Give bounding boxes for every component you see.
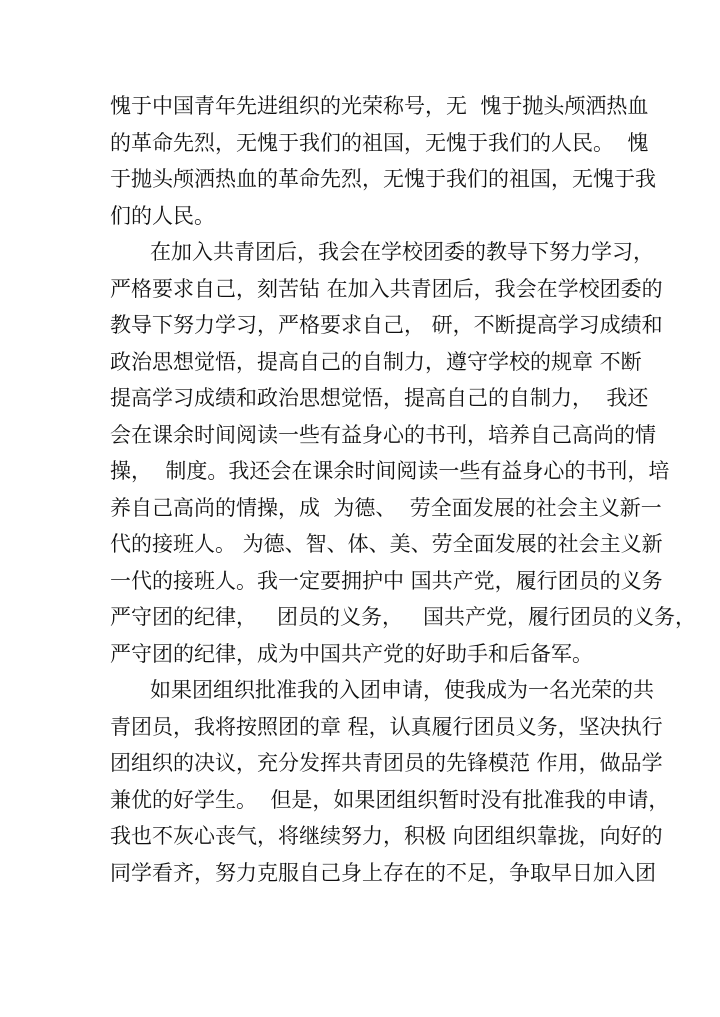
text-line: 严守团的纪律， 团员的义务， 国共产党，履行团员的义务， <box>110 605 697 629</box>
text-line: 的革命先烈，无愧于我们的祖国，无愧于我们的人民。 愧 <box>110 130 649 155</box>
text-line: 教导下努力学习，严格要求自己， 研，不断提高学习成绩和 <box>110 313 663 337</box>
text-line: 一代的接班人。我一定要拥护中 国共产党，履行团员的义务 <box>110 568 663 593</box>
text-line: 青团员，我将按照团的章 程，认真履行团员义务，坚决执行 <box>110 714 663 739</box>
paragraph-1 <box>110 88 656 234</box>
text-line: 提高学习成绩和政治思想觉悟，提高自己的自制力， 我还 <box>110 386 649 410</box>
text-line: 团组织的决议，充分发挥共青团员的先锋模范 作用，做品学 <box>110 751 663 775</box>
text-line: 严守团的纪律，成为中国共产党的好助手和后备军。 <box>110 641 593 666</box>
text-line: 操， 制度。我还会在课余时间阅读一些有益身心的书刊，培 <box>110 459 670 483</box>
paragraph-2 <box>110 234 697 672</box>
text-line: 兼优的好学生。 但是，如果团组织暂时没有批准我的申请， <box>110 787 670 812</box>
text-line: 们的人民。 <box>110 203 215 228</box>
text-line: 同学看齐，努力克服自己身上存在的不足，争取早日加入团 <box>110 860 656 885</box>
text-line: 政治思想觉悟，提高自己的自制力，遵守学校的规章 不断 <box>110 349 642 374</box>
text-line: 严格要求自己，刻苦钻 在加入共青团后，我会在学校团委的 <box>110 276 663 301</box>
document-body <box>110 88 697 891</box>
text-line: 养自己高尚的情操，成 为德、 劳全面发展的社会主义新一 <box>110 495 662 520</box>
text-line: 在加入共青团后，我会在学校团委的教导下努力学习， <box>150 240 654 264</box>
text-line: 如果团组织批准我的入团申请，使我成为一名光荣的共 <box>150 678 654 702</box>
text-line: 于抛头颅洒热血的革命先烈，无愧于我们的祖国，无愧于我 <box>110 167 656 191</box>
text-line: 代的接班人。 为德、智、体、美、劳全面发展的社会主义新 <box>110 532 663 556</box>
text-line: 愧于中国青年先进组织的光荣称号，无 愧于抛头颅洒热血 <box>110 94 649 118</box>
text-line: 会在课余时间阅读一些有益身心的书刊，培养自己高尚的情 <box>110 422 656 447</box>
text-line: 我也不灰心丧气，将继续努力，积极 向团组织靠拢，向好的 <box>110 824 663 848</box>
paragraph-3 <box>110 672 670 891</box>
